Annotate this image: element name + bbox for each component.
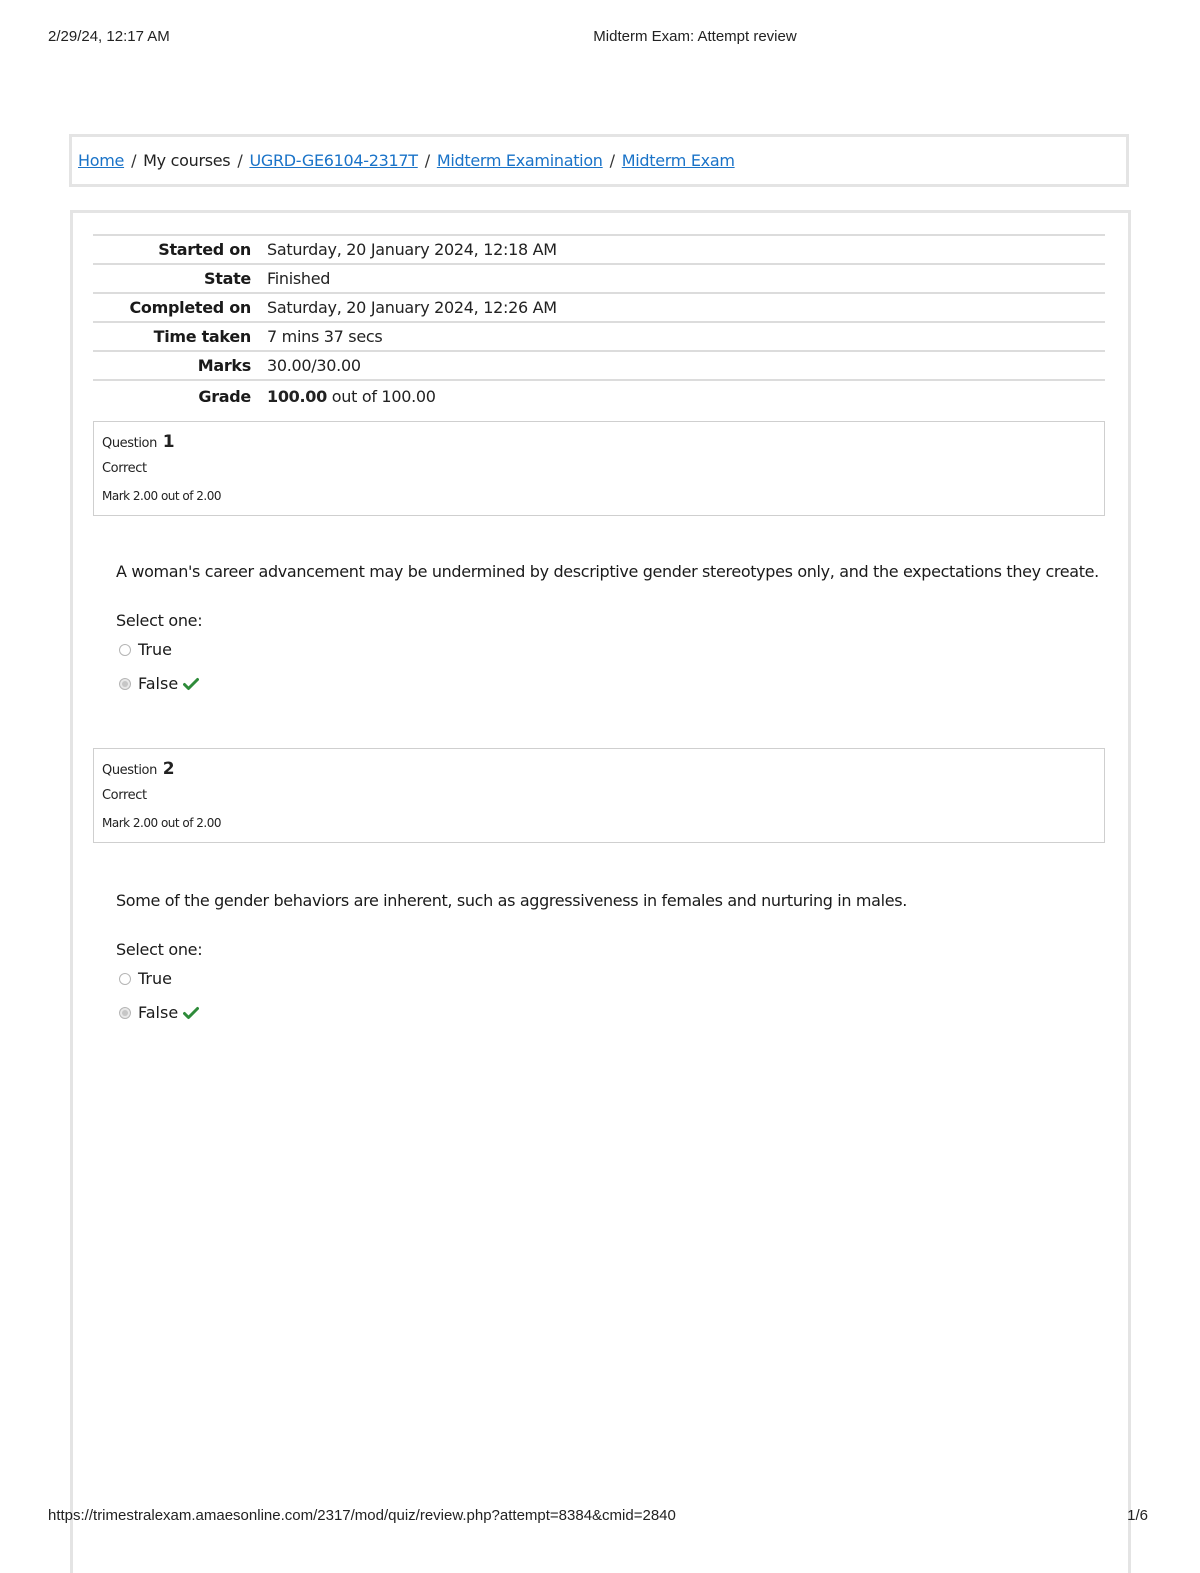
answer-label: False (138, 1003, 179, 1022)
answer-option-false[interactable] (119, 1003, 199, 1022)
print-title: Midterm Exam: Attempt review (593, 28, 797, 45)
breadcrumb-my-courses: My courses (143, 151, 231, 170)
question-text: A woman's career advancement may be undermined by descriptive gender stereotypes only, and the expectations they create. (116, 562, 1099, 581)
question-text: Some of the gender behaviors are inherent, such as aggressiveness in females and nurturing in males. (116, 891, 907, 910)
breadcrumb-separator: / (609, 151, 615, 170)
grade-score: 100.00 (267, 387, 327, 406)
question-label: Question (102, 763, 157, 778)
answer-label: True (138, 640, 172, 659)
select-one-prompt: Select one: (116, 611, 203, 630)
radio-button-selected[interactable] (119, 678, 131, 690)
summary-value: Saturday, 20 January 2024, 12:18 AM (267, 240, 557, 259)
summary-row-grade (93, 380, 1105, 410)
grade-out-of: out of 100.00 (326, 387, 436, 406)
question-info-2 (93, 748, 1105, 843)
summary-row-started (93, 235, 1105, 264)
answer-option-true[interactable] (119, 640, 172, 659)
summary-label: Started on (158, 240, 251, 259)
print-url: https://trimestralexam.amaesonline.com/2317/mod/quiz/review.php?attempt=8384&cmid=2840 (48, 1507, 676, 1524)
breadcrumb-separator: / (131, 151, 137, 170)
radio-button-selected[interactable] (119, 1007, 131, 1019)
breadcrumb-home-link[interactable]: Home (78, 151, 125, 170)
summary-value: 30.00/30.00 (267, 356, 361, 375)
question-grade: Mark 2.00 out of 2.00 (102, 816, 222, 830)
question-number-value: 1 (162, 432, 175, 452)
answer-label: True (138, 969, 172, 988)
breadcrumb-course-link[interactable]: UGRD-GE6104-2317T (249, 151, 418, 170)
check-icon (183, 677, 199, 691)
answer-option-true[interactable] (119, 969, 172, 988)
breadcrumb-quiz-link[interactable]: Midterm Exam (621, 151, 735, 170)
summary-row-marks (93, 351, 1105, 380)
question-state: Correct (102, 788, 147, 803)
summary-label: Completed on (129, 298, 251, 317)
summary-value: Saturday, 20 January 2024, 12:26 AM (267, 298, 557, 317)
summary-label: Grade (198, 387, 251, 406)
question-number (102, 759, 174, 779)
radio-button[interactable] (119, 644, 131, 656)
summary-value (259, 380, 1105, 410)
summary-value: Finished (267, 269, 331, 288)
question-state: Correct (102, 461, 147, 476)
attempt-summary-table (93, 234, 1105, 410)
summary-row-time-taken (93, 322, 1105, 351)
summary-row-completed (93, 293, 1105, 322)
question-number-value: 2 (162, 759, 175, 779)
breadcrumb-separator: / (237, 151, 243, 170)
question-number (102, 432, 174, 452)
check-icon (183, 1006, 199, 1020)
breadcrumb-section-link[interactable]: Midterm Examination (436, 151, 603, 170)
radio-button[interactable] (119, 973, 131, 985)
question-grade: Mark 2.00 out of 2.00 (102, 489, 222, 503)
summary-label: Time taken (153, 327, 251, 346)
summary-value: 7 mins 37 secs (267, 327, 383, 346)
answer-option-false[interactable] (119, 674, 199, 693)
question-info-1 (93, 421, 1105, 516)
breadcrumb-separator: / (424, 151, 430, 170)
summary-row-state (93, 264, 1105, 293)
breadcrumb-bar (69, 134, 1129, 187)
print-page-number: 1/6 (1127, 1507, 1148, 1524)
answer-label: False (138, 674, 179, 693)
summary-label: Marks (197, 356, 251, 375)
question-label: Question (102, 436, 157, 451)
select-one-prompt: Select one: (116, 940, 203, 959)
print-datetime: 2/29/24, 12:17 AM (48, 28, 170, 45)
breadcrumb (78, 151, 735, 170)
summary-label: State (204, 269, 251, 288)
